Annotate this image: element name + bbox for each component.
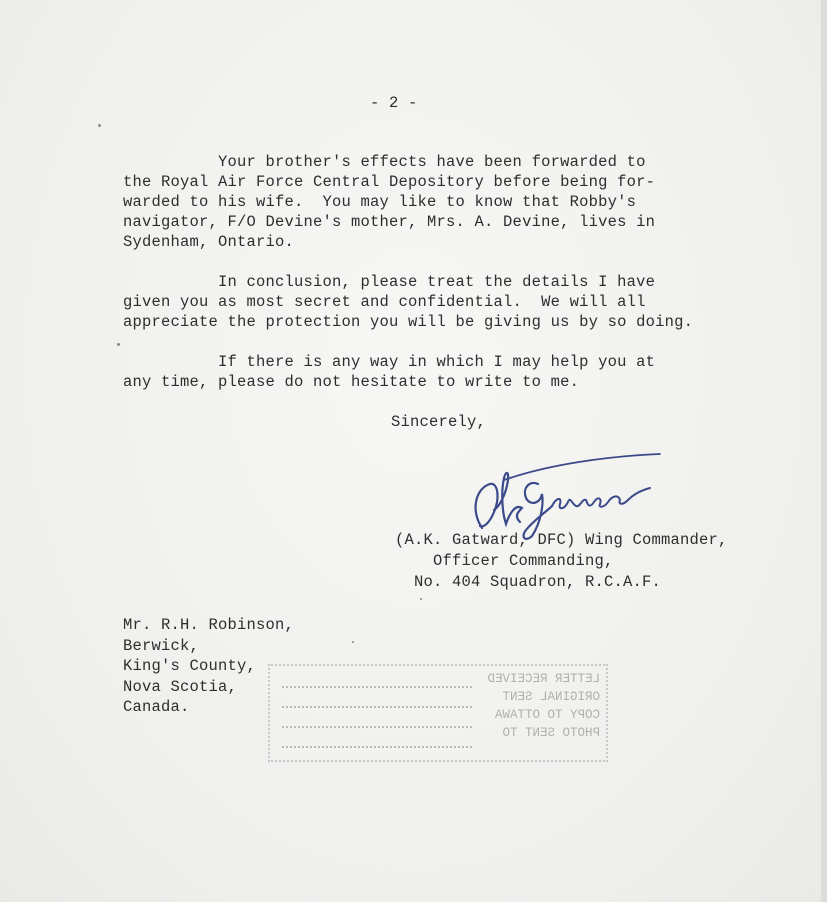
page-edge	[821, 0, 827, 902]
paper-speck	[420, 598, 422, 600]
paper-speck	[117, 343, 120, 346]
signature-block: (A.K. Gatward, DFC) Wing Commander, Officer Commanding, No. 404 Squadron, R.C.A.F.	[395, 531, 728, 591]
received-stamp	[268, 664, 608, 762]
recipient-address: Mr. R.H. Robinson, Berwick, King's County, Nova Scotia, Canada.	[123, 616, 295, 716]
page-number: - 2 -	[370, 94, 418, 112]
stamp-line	[282, 686, 472, 688]
stamp-line	[282, 746, 472, 748]
paper-speck	[352, 641, 354, 643]
paper-speck	[98, 124, 101, 127]
paragraph-offer-help: If there is any way in which I may help you at any time, please do not hesitate to write to me.	[123, 353, 656, 391]
stamp-text: LETTER RECEIVED ORIGINAL SENT COPY TO OTTAWA PHOTO SENT TO	[487, 672, 600, 740]
stamp-line	[282, 726, 472, 728]
stamp-line	[282, 706, 472, 708]
paragraph-conclusion: In conclusion, please treat the details I have given you as most secret and confidential. We will all appreciate the protection you will be giving us by so doing.	[123, 273, 694, 331]
paragraph-effects: Your brother's effects have been forwarded to the Royal Air Force Central Depository before being for- warded to his wife. You may like to know that Robby's navigator, F/O Devine's mother, Mrs. A. Devine, lives in Sydenham, Ontario.	[123, 153, 656, 251]
closing-salutation: Sincerely,	[391, 413, 487, 431]
